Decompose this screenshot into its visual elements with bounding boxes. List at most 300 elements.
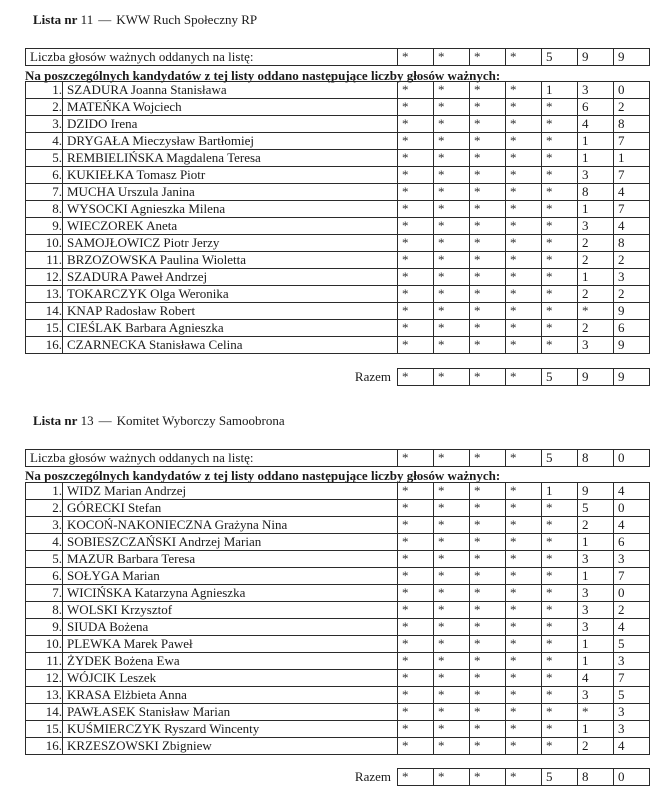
candidate-name: DZIDO Irena <box>63 116 398 133</box>
digit-cell: * <box>470 602 506 619</box>
candidate-row <box>26 500 650 517</box>
digit-cell: * <box>434 252 470 269</box>
valid-votes-row <box>26 49 650 66</box>
digit-cell: * <box>434 738 470 755</box>
digit-cell: * <box>470 369 506 386</box>
digit-cell: * <box>398 184 434 201</box>
digit-cell: 3 <box>614 704 650 721</box>
candidate-name: MAZUR Barbara Teresa <box>63 551 398 568</box>
digit-cell: * <box>398 483 434 500</box>
digit-cell: * <box>398 99 434 116</box>
digit-cell: * <box>434 450 470 467</box>
digit-cell: * <box>434 500 470 517</box>
digit-cell: * <box>542 99 578 116</box>
digit-cell: * <box>542 517 578 534</box>
candidate-number: 7. <box>26 585 63 602</box>
digit-cell: * <box>470 738 506 755</box>
digit-cell: * <box>506 235 542 252</box>
digit-cell: 4 <box>614 184 650 201</box>
candidate-name: CZARNECKA Stanisława Celina <box>63 337 398 354</box>
list-prefix: Lista nr <box>33 12 78 27</box>
digit-cell: 5 <box>614 636 650 653</box>
digit-cell: 7 <box>614 670 650 687</box>
digit-cell: * <box>398 82 434 99</box>
candidate-row <box>26 184 650 201</box>
digit-cell: * <box>434 619 470 636</box>
digit-cell: * <box>542 687 578 704</box>
digit-cell: * <box>398 167 434 184</box>
digit-cell: * <box>578 704 614 721</box>
candidates-table <box>25 81 650 354</box>
digit-cell: * <box>398 653 434 670</box>
digit-cell: 7 <box>614 167 650 184</box>
digit-cell: 3 <box>578 687 614 704</box>
digit-cell: * <box>506 602 542 619</box>
candidate-number: 3. <box>26 517 63 534</box>
candidate-name: WÓJCIK Leszek <box>63 670 398 687</box>
digit-cell: * <box>542 738 578 755</box>
digit-cell: * <box>398 500 434 517</box>
candidate-name: KRZESZOWSKI Zbigniew <box>63 738 398 755</box>
digit-cell: * <box>434 133 470 150</box>
digit-cell: * <box>398 721 434 738</box>
digit-cell: * <box>542 269 578 286</box>
digit-cell: 0 <box>614 769 650 786</box>
candidate-number: 6. <box>26 167 63 184</box>
digit-cell: * <box>506 738 542 755</box>
digit-cell: * <box>542 184 578 201</box>
digit-cell: 8 <box>614 235 650 252</box>
digit-cell: * <box>506 116 542 133</box>
digit-cell: * <box>398 369 434 386</box>
digit-cell: * <box>398 303 434 320</box>
digit-cell: * <box>434 769 470 786</box>
digit-cell: * <box>506 269 542 286</box>
digit-cell: * <box>398 585 434 602</box>
candidate-row <box>26 687 650 704</box>
digit-cell: * <box>434 704 470 721</box>
dash: — <box>98 12 112 27</box>
valid-votes-label: Liczba głosów ważnych oddanych na listę: <box>26 49 398 66</box>
total-row <box>398 769 650 786</box>
digit-cell: * <box>470 269 506 286</box>
digit-cell: * <box>506 551 542 568</box>
digit-cell: * <box>398 534 434 551</box>
digit-cell: * <box>434 201 470 218</box>
candidate-name: SAMOJŁOWICZ Piotr Jerzy <box>63 235 398 252</box>
digit-cell: * <box>506 167 542 184</box>
digit-cell: 1 <box>578 150 614 167</box>
candidate-row <box>26 201 650 218</box>
digit-cell: 2 <box>614 252 650 269</box>
digit-cell: * <box>578 303 614 320</box>
digit-cell: * <box>470 320 506 337</box>
candidate-name: SZADURA Paweł Andrzej <box>63 269 398 286</box>
digit-cell: * <box>506 252 542 269</box>
digit-cell: * <box>542 585 578 602</box>
digit-cell: 1 <box>578 534 614 551</box>
candidate-name: KUKIEŁKA Tomasz Piotr <box>63 167 398 184</box>
candidate-number: 12. <box>26 670 63 687</box>
digit-cell: * <box>506 337 542 354</box>
candidate-number: 3. <box>26 116 63 133</box>
digit-cell: * <box>542 551 578 568</box>
digit-cell: * <box>542 320 578 337</box>
digit-cell: * <box>506 636 542 653</box>
candidate-row <box>26 602 650 619</box>
digit-cell: * <box>542 116 578 133</box>
digit-cell: * <box>542 218 578 235</box>
digit-cell: * <box>398 636 434 653</box>
candidate-number: 8. <box>26 602 63 619</box>
list-prefix: Lista nr <box>33 413 78 428</box>
list-number: 13 <box>80 413 94 428</box>
digit-cell: 5 <box>614 687 650 704</box>
digit-cell: 9 <box>614 369 650 386</box>
digit-cell: * <box>398 450 434 467</box>
digit-cell: * <box>434 653 470 670</box>
candidate-number: 9. <box>26 218 63 235</box>
digit-cell: * <box>398 269 434 286</box>
digit-cell: 3 <box>614 721 650 738</box>
digit-cell: 2 <box>614 602 650 619</box>
digit-cell: * <box>434 99 470 116</box>
digit-cell: * <box>470 450 506 467</box>
candidate-row <box>26 82 650 99</box>
digit-cell: * <box>506 82 542 99</box>
candidate-row <box>26 534 650 551</box>
total-table <box>397 368 650 386</box>
candidate-number: 14. <box>26 303 63 320</box>
digit-cell: 7 <box>614 568 650 585</box>
digit-cell: * <box>470 704 506 721</box>
digit-cell: * <box>506 369 542 386</box>
digit-cell: 3 <box>614 653 650 670</box>
digit-cell: * <box>398 116 434 133</box>
digit-cell: * <box>506 619 542 636</box>
candidate-row <box>26 738 650 755</box>
candidate-name: WYSOCKI Agnieszka Milena <box>63 201 398 218</box>
candidate-number: 6. <box>26 568 63 585</box>
digit-cell: 1 <box>614 150 650 167</box>
candidate-row <box>26 167 650 184</box>
candidate-row <box>26 116 650 133</box>
digit-cell: * <box>506 49 542 66</box>
candidate-number: 4. <box>26 133 63 150</box>
candidate-name: PAWŁASEK Stanisław Marian <box>63 704 398 721</box>
valid-votes-table <box>25 48 650 66</box>
digit-cell: * <box>506 670 542 687</box>
digit-cell: * <box>470 218 506 235</box>
digit-cell: 2 <box>578 235 614 252</box>
candidate-number: 11. <box>26 252 63 269</box>
candidates-header: Na poszczególnych kandydatów z tej listy oddano następujące liczby głosów ważnych: <box>25 68 501 83</box>
candidate-row <box>26 653 650 670</box>
digit-cell: * <box>542 337 578 354</box>
digit-cell: * <box>506 483 542 500</box>
digit-cell: 2 <box>578 320 614 337</box>
valid-votes-label: Liczba głosów ważnych oddanych na listę: <box>26 450 398 467</box>
digit-cell: 1 <box>578 721 614 738</box>
digit-cell: 1 <box>578 568 614 585</box>
digit-cell: * <box>434 721 470 738</box>
candidate-row <box>26 619 650 636</box>
candidate-row <box>26 704 650 721</box>
digit-cell: * <box>542 235 578 252</box>
digit-cell: * <box>470 585 506 602</box>
digit-cell: 1 <box>578 201 614 218</box>
digit-cell: 3 <box>578 218 614 235</box>
digit-cell: * <box>506 769 542 786</box>
digit-cell: * <box>506 133 542 150</box>
digit-cell: * <box>398 670 434 687</box>
digit-cell: 6 <box>614 320 650 337</box>
digit-cell: 8 <box>614 116 650 133</box>
candidate-row <box>26 99 650 116</box>
digit-cell: * <box>434 337 470 354</box>
candidate-name: KNAP Radosław Robert <box>63 303 398 320</box>
digit-cell: * <box>434 49 470 66</box>
digit-cell: 3 <box>578 337 614 354</box>
digit-cell: * <box>434 82 470 99</box>
dash: — <box>98 413 112 428</box>
digit-cell: * <box>470 150 506 167</box>
digit-cell: * <box>398 568 434 585</box>
digit-cell: * <box>470 184 506 201</box>
digit-cell: * <box>470 303 506 320</box>
digit-cell: * <box>470 636 506 653</box>
digit-cell: * <box>434 585 470 602</box>
candidate-row <box>26 235 650 252</box>
digit-cell: * <box>506 150 542 167</box>
digit-cell: 1 <box>542 483 578 500</box>
digit-cell: 9 <box>614 337 650 354</box>
digit-cell: * <box>470 687 506 704</box>
digit-cell: * <box>470 483 506 500</box>
total-label: Razem <box>354 369 391 384</box>
candidate-row <box>26 551 650 568</box>
candidate-row <box>26 133 650 150</box>
digit-cell: * <box>506 687 542 704</box>
digit-cell: * <box>470 99 506 116</box>
digit-cell: * <box>434 534 470 551</box>
digit-cell: * <box>506 653 542 670</box>
digit-cell: * <box>506 517 542 534</box>
candidate-number: 4. <box>26 534 63 551</box>
digit-cell: * <box>506 500 542 517</box>
digit-cell: 3 <box>614 551 650 568</box>
candidate-row <box>26 150 650 167</box>
digit-cell: * <box>470 619 506 636</box>
digit-cell: * <box>542 150 578 167</box>
candidate-row <box>26 218 650 235</box>
digit-cell: 5 <box>578 500 614 517</box>
candidate-number: 10. <box>26 636 63 653</box>
digit-cell: * <box>470 653 506 670</box>
candidate-name: MUCHA Urszula Janina <box>63 184 398 201</box>
digit-cell: * <box>506 218 542 235</box>
digit-cell: 2 <box>578 286 614 303</box>
candidate-number: 15. <box>26 320 63 337</box>
digit-cell: * <box>470 337 506 354</box>
digit-cell: * <box>434 568 470 585</box>
digit-cell: * <box>542 133 578 150</box>
digit-cell: * <box>542 670 578 687</box>
digit-cell: * <box>434 286 470 303</box>
digit-cell: * <box>470 133 506 150</box>
digit-cell: * <box>434 303 470 320</box>
digit-cell: * <box>434 551 470 568</box>
digit-cell: * <box>542 568 578 585</box>
digit-cell: 3 <box>578 602 614 619</box>
candidate-row <box>26 269 650 286</box>
digit-cell: * <box>506 721 542 738</box>
digit-cell: * <box>506 286 542 303</box>
candidate-number: 2. <box>26 99 63 116</box>
digit-cell: 1 <box>578 636 614 653</box>
candidate-row <box>26 721 650 738</box>
committee-name: KWW Ruch Społeczny RP <box>116 12 258 27</box>
digit-cell: * <box>506 99 542 116</box>
digit-cell: * <box>470 82 506 99</box>
candidate-row <box>26 320 650 337</box>
digit-cell: * <box>398 49 434 66</box>
digit-cell: 0 <box>614 82 650 99</box>
digit-cell: * <box>470 167 506 184</box>
digit-cell: 9 <box>578 483 614 500</box>
digit-cell: * <box>506 704 542 721</box>
digit-cell: * <box>398 133 434 150</box>
candidate-number: 1. <box>26 483 63 500</box>
digit-cell: * <box>434 235 470 252</box>
candidate-row <box>26 337 650 354</box>
digit-cell: 3 <box>578 551 614 568</box>
digit-cell: 4 <box>614 517 650 534</box>
digit-cell: * <box>542 653 578 670</box>
list-title <box>33 12 257 28</box>
digit-cell: * <box>470 235 506 252</box>
digit-cell: * <box>434 269 470 286</box>
digit-cell: * <box>506 320 542 337</box>
candidate-row <box>26 286 650 303</box>
digit-cell: 3 <box>578 167 614 184</box>
digit-cell: * <box>542 500 578 517</box>
digit-cell: * <box>542 167 578 184</box>
list-title <box>33 413 285 429</box>
digit-cell: * <box>398 687 434 704</box>
digit-cell: 9 <box>578 369 614 386</box>
digit-cell: 3 <box>578 82 614 99</box>
digit-cell: * <box>506 201 542 218</box>
digit-cell: * <box>398 517 434 534</box>
candidate-name: KRASA Elżbieta Anna <box>63 687 398 704</box>
digit-cell: 4 <box>614 218 650 235</box>
candidate-row <box>26 568 650 585</box>
digit-cell: 3 <box>578 619 614 636</box>
digit-cell: 3 <box>614 269 650 286</box>
digit-cell: 5 <box>542 369 578 386</box>
digit-cell: * <box>398 218 434 235</box>
digit-cell: * <box>470 721 506 738</box>
digit-cell: * <box>434 602 470 619</box>
digit-cell: 8 <box>578 769 614 786</box>
candidate-name: CIEŚLAK Barbara Agnieszka <box>63 320 398 337</box>
digit-cell: * <box>434 218 470 235</box>
digit-cell: 4 <box>578 670 614 687</box>
digit-cell: * <box>470 517 506 534</box>
digit-cell: * <box>506 184 542 201</box>
digit-cell: 0 <box>614 585 650 602</box>
candidate-number: 11. <box>26 653 63 670</box>
candidate-name: SOŁYGA Marian <box>63 568 398 585</box>
digit-cell: * <box>434 320 470 337</box>
digit-cell: * <box>542 636 578 653</box>
candidate-number: 2. <box>26 500 63 517</box>
candidate-number: 15. <box>26 721 63 738</box>
candidate-name: SZADURA Joanna Stanisława <box>63 82 398 99</box>
digit-cell: * <box>506 450 542 467</box>
digit-cell: * <box>398 320 434 337</box>
digit-cell: * <box>470 286 506 303</box>
candidate-name: MATEŃKA Wojciech <box>63 99 398 116</box>
candidate-name: TOKARCZYK Olga Weronika <box>63 286 398 303</box>
digit-cell: 6 <box>578 99 614 116</box>
candidates-table <box>25 482 650 755</box>
candidate-name: SIUDA Bożena <box>63 619 398 636</box>
digit-cell: * <box>398 602 434 619</box>
digit-cell: * <box>470 551 506 568</box>
candidate-number: 16. <box>26 738 63 755</box>
candidate-name: REMBIELIŃSKA Magdalena Teresa <box>63 150 398 167</box>
candidate-name: ŻYDEK Bożena Ewa <box>63 653 398 670</box>
candidate-name: WIECZOREK Aneta <box>63 218 398 235</box>
candidate-name: WICIŃSKA Katarzyna Agnieszka <box>63 585 398 602</box>
digit-cell: * <box>398 235 434 252</box>
digit-cell: * <box>398 738 434 755</box>
digit-cell: * <box>506 534 542 551</box>
digit-cell: 3 <box>578 585 614 602</box>
digit-cell: * <box>434 167 470 184</box>
digit-cell: * <box>542 534 578 551</box>
digit-cell: * <box>542 721 578 738</box>
candidate-name: DRYGAŁA Mieczysław Bartłomiej <box>63 133 398 150</box>
digit-cell: * <box>470 116 506 133</box>
digit-cell: 2 <box>578 252 614 269</box>
digit-cell: * <box>506 585 542 602</box>
digit-cell: * <box>470 500 506 517</box>
committee-name: Komitet Wyborczy Samoobrona <box>116 413 285 428</box>
digit-cell: 4 <box>614 619 650 636</box>
digit-cell: * <box>398 551 434 568</box>
digit-cell: * <box>542 303 578 320</box>
digit-cell: 1 <box>578 269 614 286</box>
candidate-name: WIDZ Marian Andrzej <box>63 483 398 500</box>
digit-cell: * <box>434 517 470 534</box>
digit-cell: 2 <box>578 517 614 534</box>
candidate-row <box>26 670 650 687</box>
candidate-name: SOBIESZCZAŃSKI Andrzej Marian <box>63 534 398 551</box>
candidates-header: Na poszczególnych kandydatów z tej listy oddano następujące liczby głosów ważnych: <box>25 468 501 483</box>
digit-cell: 9 <box>578 49 614 66</box>
candidate-number: 5. <box>26 551 63 568</box>
candidate-row <box>26 303 650 320</box>
candidate-number: 9. <box>26 619 63 636</box>
digit-cell: 1 <box>578 653 614 670</box>
candidate-row <box>26 636 650 653</box>
digit-cell: * <box>506 568 542 585</box>
valid-votes-table <box>25 449 650 467</box>
candidate-name: BRZOZOWSKA Paulina Wioletta <box>63 252 398 269</box>
